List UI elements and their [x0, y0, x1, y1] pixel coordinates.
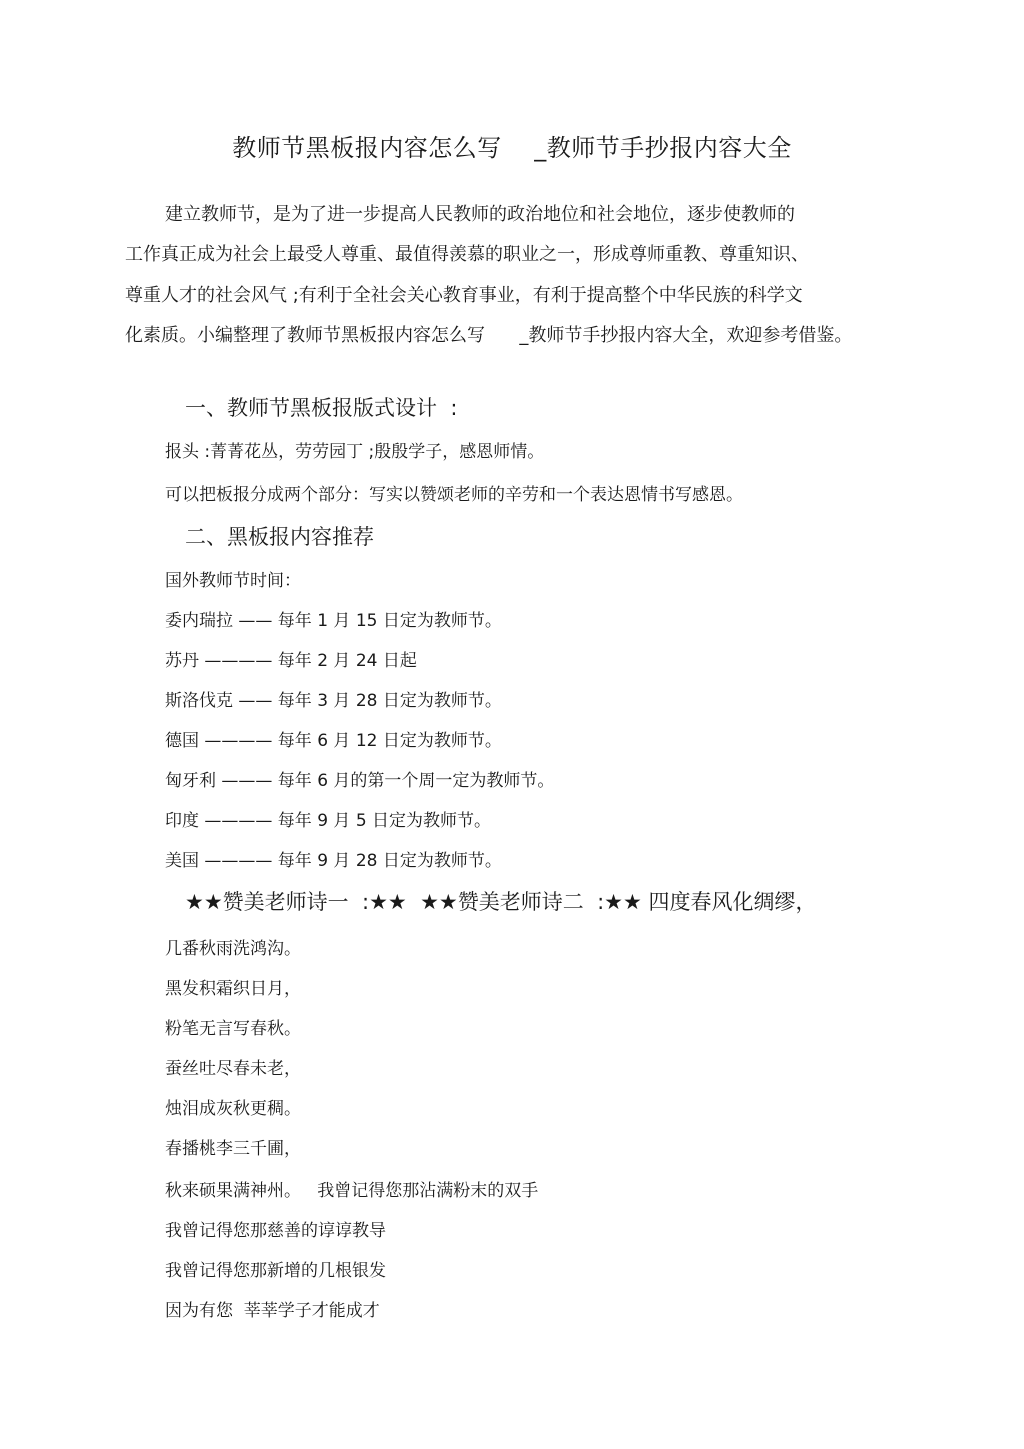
poem-line: 黑发积霜织日月，: [165, 979, 301, 999]
poem-line: 春播桃李三千圃，: [165, 1139, 301, 1159]
poem-line: 粉笔无言写春秋。: [165, 1019, 301, 1039]
poem-line: 蚕丝吐尽春未老，: [165, 1059, 301, 1079]
section-2-line: 委内瑞拉 —— 每年 1 月 15 日定为教师节。: [165, 611, 502, 631]
section-1-line: 报头 :菁菁花丛，劳劳园丁 ;殷殷学子，感恩师情。: [165, 442, 545, 462]
section-2-line: 国外教师节时间：: [165, 571, 301, 591]
section-2-line: 苏丹 ———— 每年 2 月 24 日起: [165, 651, 417, 671]
intro-line-3: 尊重人才的社会风气 ;有利于全社会关心教育事业，有利于提高整个中华民族的科学文: [125, 285, 803, 306]
intro-line-1: 建立教师节，是为了进一步提高人民教师的政治地位和社会地位，逐步使教师的: [165, 204, 795, 225]
intro-line-4: 化素质。小编整理了教师节黑板报内容怎么写 _教师节手抄报内容大全，欢迎参考借鉴。: [125, 325, 853, 346]
poem-line: 烛泪成灰秋更稠。: [165, 1099, 301, 1119]
intro-line-2: 工作真正成为社会上最受人尊重、最值得羡慕的职业之一，形成尊师重教、尊重知识、: [125, 244, 809, 265]
section-1-heading: 一、教师节黑板报版式设计 :: [185, 396, 458, 420]
poem-line: 我曾记得您那慈善的谆谆教导: [165, 1221, 386, 1241]
poem-heading: ★★赞美老师诗一 :★★ ★★赞美老师诗二 :★★ 四度春风化绸缪，: [185, 890, 817, 914]
poem-line: 因为有您 莘莘学子才能成才: [165, 1301, 380, 1321]
section-2-line: 斯洛伐克 —— 每年 3 月 28 日定为教师节。: [165, 691, 502, 711]
poem-line: 我曾记得您那新增的几根银发: [165, 1261, 386, 1281]
section-2-line: 印度 ———— 每年 9 月 5 日定为教师节。: [165, 811, 492, 831]
section-2-heading: 二、黑板报内容推荐: [185, 525, 374, 549]
section-1-line: 可以把板报分成两个部分：写实以赞颂老师的辛劳和一个表达恩情书写感恩。: [165, 485, 743, 505]
section-2-line: 美国 ———— 每年 9 月 28 日定为教师节。: [165, 851, 502, 871]
poem-line: 几番秋雨洗鸿沟。: [165, 939, 301, 959]
document-title: 教师节黑板报内容怎么写 _教师节手抄报内容大全: [232, 134, 792, 162]
poem-line: 秋来硕果满神州。 我曾记得您那沾满粉末的双手: [165, 1181, 539, 1201]
section-2-line: 匈牙利 ——— 每年 6 月的第一个周一定为教师节。: [165, 771, 555, 791]
section-2-line: 德国 ———— 每年 6 月 12 日定为教师节。: [165, 731, 502, 751]
